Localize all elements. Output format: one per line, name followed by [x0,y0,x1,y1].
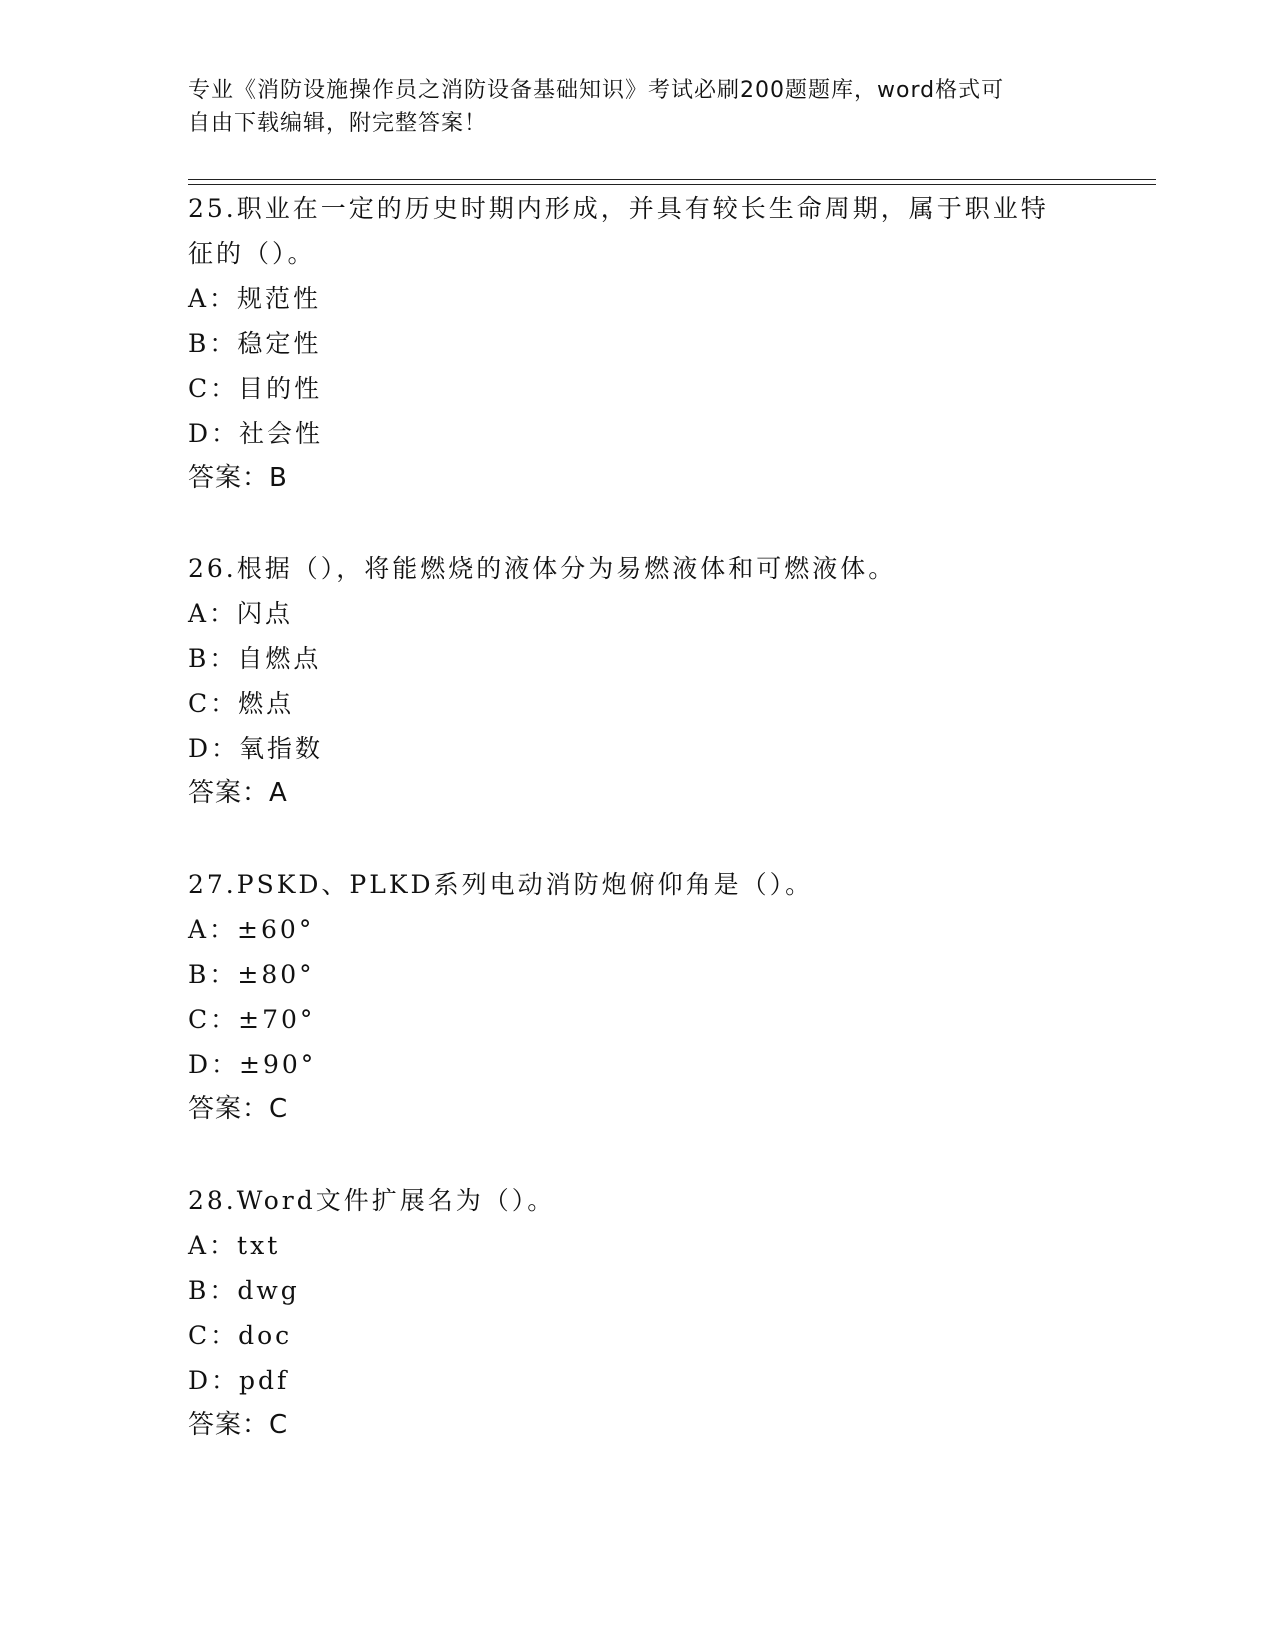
question-28 [188,1178,1088,1448]
option-b: B：自燃点 [188,644,322,673]
option-a: A：规范性 [188,284,322,313]
answer: 答案：B [188,463,288,493]
option-d: D：±90° [188,1050,317,1079]
answer: 答案：A [188,778,288,808]
answer: 答案：C [188,1410,289,1440]
option-b: B：±80° [188,960,315,989]
option-d: D：pdf [188,1366,290,1395]
option-c: C：燃点 [188,689,295,718]
header-rule-top [188,179,1156,180]
option-a: A：±60° [188,915,315,944]
option-d: D：氧指数 [188,734,324,763]
question-25 [188,186,1088,501]
header-line-1: 专业《消防设施操作员之消防设备基础知识》考试必刷200题题库，word格式可 [188,78,1005,103]
question-26 [188,546,1088,816]
answer: 答案：C [188,1094,289,1124]
question-stem-continued: 征的（）。 [188,239,316,268]
option-b: B：稳定性 [188,329,322,358]
option-b: B：dwg [188,1276,300,1305]
document-header [188,74,1088,140]
question-stem: 25.职业在一定的历史时期内形成，并具有较长生命周期，属于职业特 [188,194,1049,223]
option-a: A：txt [188,1231,281,1260]
question-stem: 27.PSKD、PLKD系列电动消防炮俯仰角是（）。 [188,870,814,899]
option-c: C：±70° [188,1005,316,1034]
question-27 [188,862,1088,1132]
header-line-2: 自由下载编辑，附完整答案！ [188,111,488,136]
option-a: A：闪点 [188,599,294,628]
option-d: D：社会性 [188,419,324,448]
header-rule-bottom [188,184,1156,185]
question-stem: 26.根据（），将能燃烧的液体分为易燃液体和可燃液体。 [188,554,897,583]
question-stem: 28.Word文件扩展名为（）。 [188,1186,556,1215]
option-c: C：doc [188,1321,293,1350]
option-c: C：目的性 [188,374,323,403]
